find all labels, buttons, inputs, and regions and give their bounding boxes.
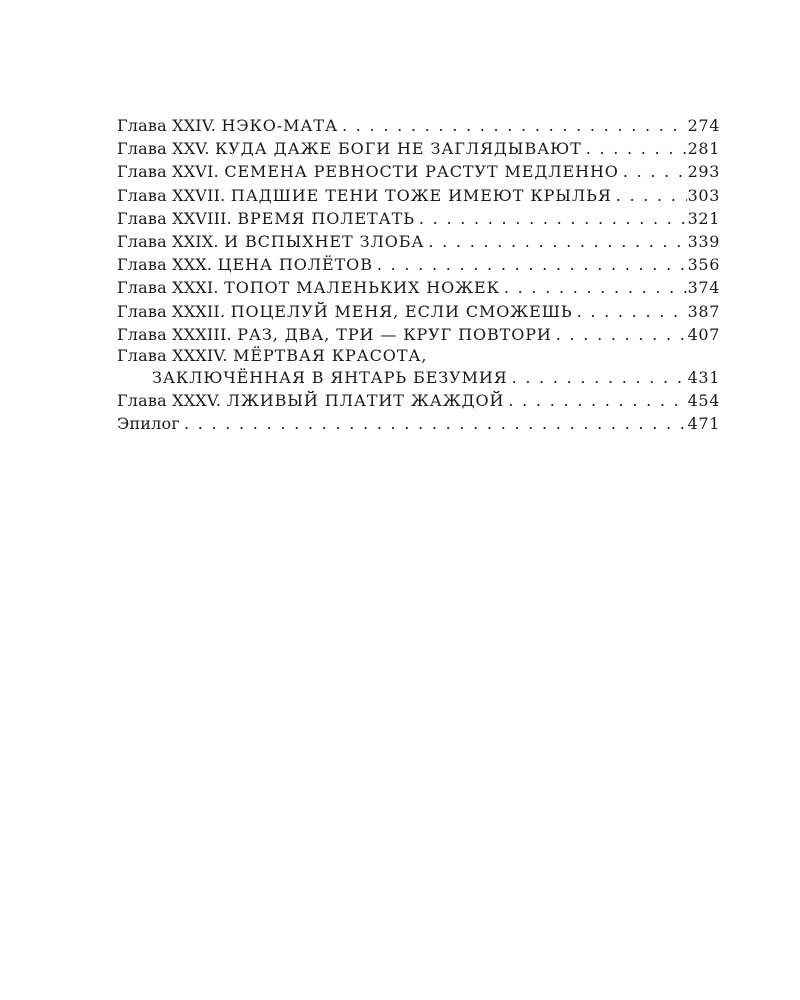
toc-entry-chapter-29[interactable] (117, 230, 720, 253)
toc-entry-chapter-26[interactable] (117, 160, 720, 183)
toc-entry-label (117, 160, 619, 183)
toc-line-continuation (117, 366, 720, 389)
page-number: 407 (687, 324, 720, 344)
toc-entry-label (117, 114, 338, 137)
chapter-title: СЕМЕНА РЕВНОСТИ РАСТУТ МЕДЛЕННО (224, 162, 619, 182)
chapter-title: ВРЕМЯ ПОЛЕТАТЬ (237, 208, 415, 228)
chapter-title: МЁРТВАЯ КРАСОТА, (233, 345, 428, 365)
chapter-title: ЦЕНА ПОЛЁТОВ (217, 255, 373, 275)
toc-entry-label (117, 137, 582, 160)
toc-entry-chapter-27[interactable] (117, 184, 720, 207)
page-number: 281 (687, 139, 720, 159)
chapter-number: Глава XXXIV. (117, 345, 228, 365)
toc-entry-chapter-34[interactable] (117, 346, 720, 389)
chapter-title: НЭКО-МАТА (221, 116, 339, 135)
chapter-number: Глава XXVII. (117, 185, 226, 205)
toc-line (117, 300, 720, 323)
toc-entry-chapter-31[interactable] (117, 276, 720, 299)
chapter-title: ТОПОТ МАЛЕНЬКИХ НОЖЕК (224, 278, 500, 298)
toc-entry-chapter-32[interactable] (117, 300, 720, 323)
chapter-title: И ВСПЫХНЕТ ЗЛОБА (224, 231, 425, 251)
dot-leader (556, 323, 687, 346)
toc-entry-label (117, 412, 180, 435)
toc-entry-chapter-24[interactable] (117, 114, 720, 137)
toc-entry-label (117, 253, 373, 276)
chapter-number: Глава XXXII. (117, 301, 226, 321)
chapter-number: Глава XXVIII. (117, 208, 232, 228)
page-number: 374 (687, 278, 720, 298)
toc-line (117, 389, 720, 412)
toc-line (117, 114, 720, 137)
page-number: 356 (687, 255, 720, 275)
dot-leader (586, 137, 687, 160)
toc-entry-label (117, 323, 552, 346)
toc-line (117, 137, 720, 160)
toc-entry-label (152, 366, 508, 389)
chapter-number: Глава XXXV. (117, 391, 222, 411)
toc-entry-chapter-28[interactable] (117, 207, 720, 230)
toc-line (117, 184, 720, 207)
toc-entry-label (117, 389, 504, 412)
chapter-number: Глава XXXI. (117, 278, 219, 298)
chapter-title: РАЗ, ДВА, ТРИ — КРУГ ПОВТОРИ (237, 324, 552, 344)
chapter-title: ПАДШИЕ ТЕНИ ТОЖЕ ИМЕЮТ КРЫЛЬЯ (230, 185, 612, 205)
dot-leader (512, 366, 687, 389)
toc-entry-label (117, 207, 415, 230)
chapter-number: Глава XXV. (117, 139, 210, 159)
page-number: 303 (687, 185, 720, 205)
toc-entry-chapter-25[interactable] (117, 137, 720, 160)
page-number: 454 (687, 391, 720, 411)
dot-leader (184, 412, 687, 435)
dot-leader (377, 253, 687, 276)
dot-leader (577, 300, 687, 323)
toc-entry-label (117, 230, 424, 253)
page-number: 339 (687, 231, 720, 251)
dot-leader (616, 184, 687, 207)
toc-entry-chapter-35[interactable] (117, 389, 720, 412)
toc-entry-label (117, 184, 612, 207)
toc-line (117, 412, 720, 435)
dot-leader (504, 276, 687, 299)
chapter-title: ПОЦЕЛУЙ МЕНЯ, ЕСЛИ СМОЖЕШЬ (230, 301, 573, 321)
chapter-number: Глава XXXIII. (117, 324, 232, 344)
toc-entry-chapter-30[interactable] (117, 253, 720, 276)
page-number: 274 (687, 116, 720, 135)
toc-line (117, 323, 720, 346)
chapter-number: Глава XXVI. (117, 162, 219, 182)
chapter-number: Глава XXX. (117, 255, 213, 275)
dot-leader (342, 114, 687, 137)
dot-leader (623, 160, 687, 183)
toc-entry-label (117, 346, 427, 366)
chapter-title: КУДА ДАЖЕ БОГИ НЕ ЗАГЛЯДЫВАЮТ (215, 139, 582, 159)
chapter-number: Глава XXIV. (117, 116, 217, 135)
toc-line (117, 230, 720, 253)
page-number: 293 (687, 162, 720, 182)
toc-entry-label (117, 300, 573, 323)
toc-line (117, 160, 720, 183)
toc-entry-label (117, 276, 500, 299)
dot-leader (508, 389, 686, 412)
dot-leader (419, 207, 687, 230)
page-number: 387 (687, 301, 720, 321)
table-of-contents (117, 114, 720, 435)
toc-line (117, 346, 720, 366)
chapter-title-continuation: ЗАКЛЮЧЁННАЯ В ЯНТАРЬ БЕЗУМИЯ (152, 367, 508, 387)
page-number: 321 (687, 208, 720, 228)
toc-entry-chapter-33[interactable] (117, 323, 720, 346)
dot-leader (428, 230, 686, 253)
chapter-number: Глава XXIX. (117, 231, 219, 251)
chapter-title: ЛЖИВЫЙ ПЛАТИТ ЖАЖДОЙ (226, 391, 505, 411)
toc-line (117, 276, 720, 299)
toc-line (117, 253, 720, 276)
page-number: 431 (687, 367, 720, 387)
toc-entry-epilogue[interactable] (117, 412, 720, 435)
page-number: 471 (687, 414, 720, 434)
toc-line (117, 207, 720, 230)
epilogue-label: Эпилог (117, 414, 180, 434)
